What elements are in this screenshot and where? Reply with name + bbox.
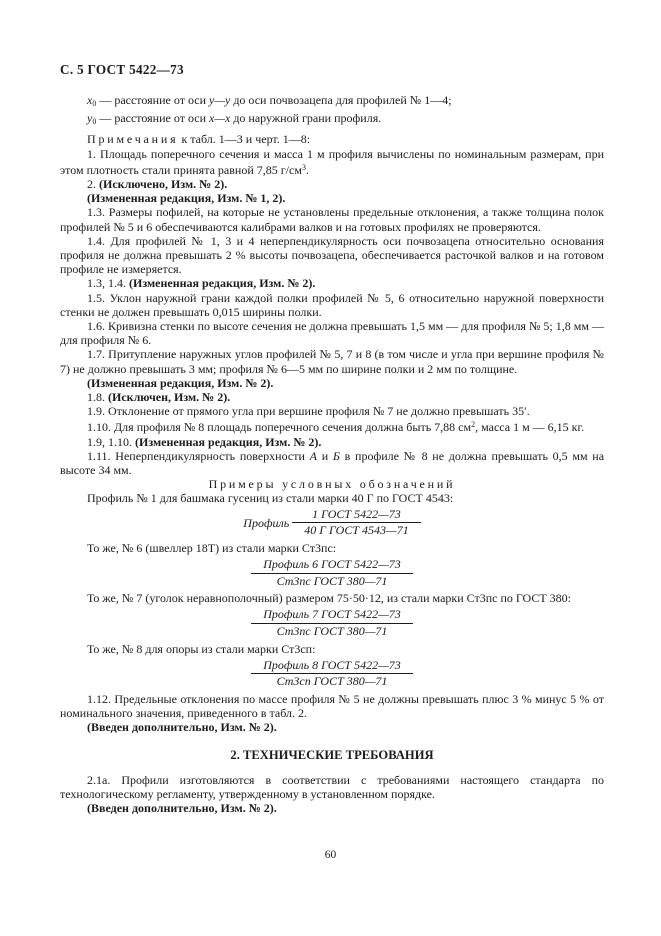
section-2-heading <box>60 748 604 762</box>
example-intro-1 <box>60 491 604 505</box>
fraction <box>243 508 420 538</box>
text-run: 2.1а. Профили изготовляются в соответствии с требованиями настоящего стандарта по технологическому регламенту, утвержденному в установленном порядке. <box>60 772 604 802</box>
example-intro-8 <box>60 642 604 656</box>
text-run: То же, № 6 (швеллер 18Т) из стали марки Ст3пс: <box>87 540 337 555</box>
note-1 <box>60 147 604 177</box>
text-run: 1.3. Размеры пофилей, на которые не установлены предельные отклонения, а также толщина полок профилей № 5 и 6 обеспечиваются калибрами валков и на готовых профилях не проверяются. <box>60 205 604 234</box>
formula-label: Профиль <box>243 515 290 530</box>
text-run: — расстояние от оси <box>96 93 209 107</box>
text-run: Примечания <box>87 132 179 147</box>
text-run: (Измененная редакция, Изм. № 2). <box>129 276 316 291</box>
revision-note-2 <box>60 276 604 290</box>
revision-note-4 <box>60 435 604 449</box>
text-run: (Измененная редакция, Изм. № 1, 2). <box>87 191 286 206</box>
formula-denominator: Ст3пс ГОСТ 380—71 <box>276 573 388 588</box>
text-run: 3 <box>301 162 306 172</box>
added-note-1 <box>60 720 604 734</box>
text-run: . <box>305 162 309 177</box>
clause-2-1a <box>60 773 604 801</box>
note-2 <box>60 177 604 191</box>
fraction <box>251 659 413 689</box>
designation-formula-8 <box>60 658 604 689</box>
added-note-2 <box>60 801 604 815</box>
text-run: 1.4. Для профилей № 1, 3 и 4 неперпендикулярность оси почвозацепа относительно основания профиля не должна превышать 2 % высоты почвозацепа, обеспечивается расточкой валков и на готовом профиле не измеряется. <box>60 233 604 277</box>
text-run: 0 <box>92 117 97 127</box>
text-run: 1.9. Отклонение от прямого угла при вершине профиля № 7 не должно превышать 35′. <box>87 404 530 419</box>
text-run: (Введен дополнительно, Изм. № 2). <box>87 720 277 735</box>
text-run: Б <box>332 448 340 463</box>
formula-numerator: Профиль 8 ГОСТ 5422—73 <box>251 659 413 675</box>
definition-y0 <box>60 111 604 129</box>
example-intro-6 <box>60 541 604 555</box>
text-run: y—y <box>209 93 231 107</box>
text-run: (Введен дополнительно, Изм. № 2). <box>87 801 277 816</box>
formula-denominator: Ст3сп ГОСТ 380—71 <box>276 674 388 689</box>
designation-formula-6 <box>60 557 604 588</box>
text-run: x <box>87 93 93 107</box>
text-run: и <box>316 448 333 463</box>
clause-1-11 <box>60 449 604 477</box>
text-run: 1.5. Уклон наружной грани каждой полки профилей № 5, 6 относительно наружной поверхности стенки не должен превышать 0,015 ширины полки. <box>60 290 604 319</box>
page-number: 60 <box>324 849 337 861</box>
example-intro-7 <box>60 591 604 605</box>
text-run: до наружной грани профиля. <box>230 111 382 126</box>
text-run: 2 <box>471 420 476 430</box>
clause-1-10 <box>60 418 604 434</box>
text-run: (Исключен, Изм. № 2). <box>108 390 231 405</box>
text-run: (Измененная редакция, Изм. № 2). <box>87 375 274 390</box>
document-body <box>60 93 604 815</box>
text-run: — расстояние от оси <box>96 111 209 126</box>
clause-1-6 <box>60 319 604 347</box>
text-run: (Исключено, Изм. № 2). <box>99 177 228 192</box>
fraction <box>251 608 413 638</box>
formula-numerator: Профиль 7 ГОСТ 5422—73 <box>251 608 413 624</box>
text-run: 2. ТЕХНИЧЕСКИЕ ТРЕБОВАНИЯ <box>230 747 434 762</box>
designation-formula-7 <box>60 607 604 638</box>
text-run: 1.8. <box>87 390 108 405</box>
clause-1-7 <box>60 347 604 375</box>
text-run: 1.7. Притупление наружных углов профилей № 5, 7 и 8 (в том числе и угла при вершине профиля № 7) не должно превышать 3 мм; профиля № 6—5 мм по ширине полки и 2 мм по толщине. <box>60 347 604 376</box>
formula-denominator: Ст3пс ГОСТ 380—71 <box>276 624 388 639</box>
revision-note-1 <box>60 191 604 205</box>
clause-1-5 <box>60 291 604 319</box>
examples-header <box>60 477 604 491</box>
text-run: к табл. 1—3 и черт. 1—8: <box>178 132 311 147</box>
text-run: 1.11. Неперпендикулярность поверхности <box>87 448 310 463</box>
text-run: 1.10. Для профиля № 8 площадь поперечного сечения должна быть 7,88 см <box>87 420 472 435</box>
page-header: С. 5 ГОСТ 5422—73 <box>60 62 184 77</box>
text-run: 0 <box>92 99 97 108</box>
text-run: 1.3, 1.4. <box>87 276 129 291</box>
formula-numerator: Профиль 6 ГОСТ 5422—73 <box>251 558 413 574</box>
text-run: y <box>87 111 93 126</box>
text-run: А <box>309 448 317 463</box>
designation-formula-1 <box>60 508 604 538</box>
text-run: 1.9, 1.10. <box>87 434 135 449</box>
definition-x0 <box>60 93 604 111</box>
text-run: до оси почвозацепа для профилей № 1—4; <box>230 93 452 107</box>
revision-note-3 <box>60 376 604 390</box>
formula-numerator: 1 ГОСТ 5422—73 <box>292 508 421 524</box>
text-run: (Измененная редакция, Изм. № 2). <box>135 434 322 449</box>
text-run: , масса 1 м — 6,15 кг. <box>475 420 585 435</box>
text-run: Примеры условных обозначений <box>208 477 456 492</box>
clause-1-4 <box>60 234 604 277</box>
formula-denominator: 40 Г ГОСТ 4543—71 <box>304 523 409 538</box>
text-run: x—x <box>209 111 231 126</box>
text-run: Профиль № 1 для башмака гусениц из стали марки 40 Г по ГОСТ 4543: <box>87 491 454 506</box>
clause-1-12 <box>60 692 604 720</box>
notes-header <box>60 132 604 146</box>
text-run: 1. Площадь поперечного сечения и масса 1 м профиля вычислены по номинальным размерам, при этом плотность стали принята равной 7,85 г/см <box>60 146 604 177</box>
fraction <box>251 558 413 588</box>
text-run: 1.6. Кривизна стенки по высоте сечения не должна превышать 1,5 мм — для профиля № 5; 1,8 мм — для профиля № 6. <box>60 319 604 348</box>
text-run: То же, № 8 для опоры из стали марки Ст3сп: <box>87 641 316 656</box>
text-run: 2. <box>87 177 99 192</box>
text-run: 1.12. Предельные отклонения по массе профиля № 5 не должны превышать плюс 3 % минус 5 % от номинального значения, приведенного в табл. 2. <box>60 692 604 721</box>
clause-1-9 <box>60 404 604 418</box>
clause-1-8 <box>60 390 604 404</box>
clause-1-3 <box>60 205 604 233</box>
text-run: То же, № 7 (уголок неравнополочный) размером 75·50·12, из стали марки Ст3пс по ГОСТ 380: <box>87 591 572 606</box>
text-run: в профиле № 8 не должна превышать 0,5 мм на высоте 34 мм. <box>60 448 605 478</box>
